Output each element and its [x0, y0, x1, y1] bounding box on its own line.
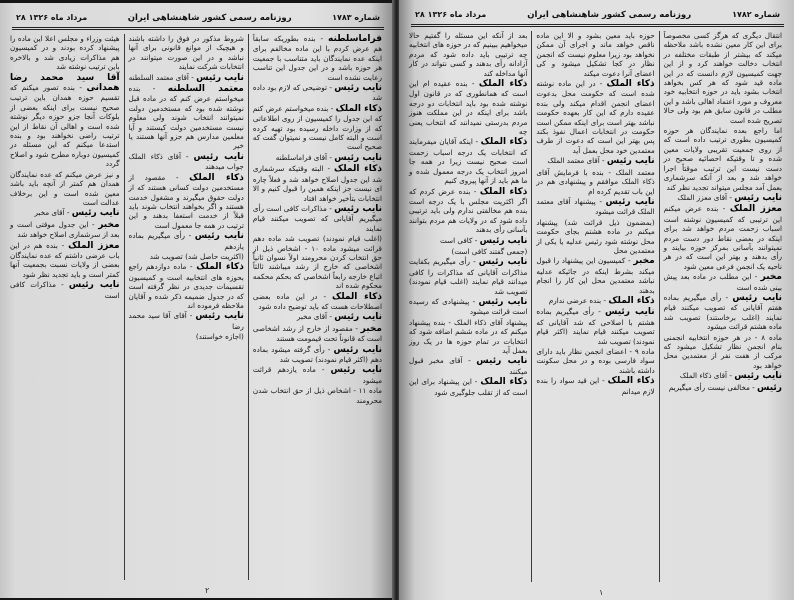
paragraph: [253, 234, 382, 290]
speaker-name: نایب رئیس: [732, 292, 782, 303]
paragraph-text: - بنده عرض میکنم این ترتیبی که کمیسیون نوشته است اسباب زحمت مردم خواهد شد برای اینکه در بعضی نقاط دور دست مردم نمیتوانند بآسانی بمرکز حوزه بیایند و رأی بدهند و بهتر این است که در هر ناحیه یک انجمن فرعی معین شود: [663, 204, 782, 271]
speaker-name: مخبر: [760, 272, 782, 283]
paragraph: [253, 104, 382, 152]
paragraph: [10, 170, 120, 208]
paragraph: [253, 312, 382, 322]
speaker-name: نایب رئیس: [194, 231, 244, 242]
paragraph: [253, 386, 382, 405]
paragraph: [664, 193, 782, 203]
paragraph-text: - بنده میخواستم عرض کنم که این جدول را کمیسیون از روی اطلاعاتی که از وزارت داخله رسیده بود تهیه کرده است و البته کامل نیست و نمیتوان گفت که صحیح است: [252, 103, 382, 152]
paragraph-text: - بنده میخواستم عرض کنم که در ماده قبل نوشته شده بود که مستخدمین دولت نمیتوانند انتخاب شوند ولی معلوم نیست مستخدمین دولت کیستند و آیا معلمین مدارس هم جزو آنها هستند یا خیر: [128, 84, 244, 151]
paragraph: [129, 252, 244, 261]
paragraph: [409, 377, 527, 397]
paragraph-text: - آقای ذکاء الملک جواب میدهند: [128, 151, 244, 172]
speaker-name: ذکاء الملک: [189, 172, 244, 183]
paragraph-text: - مقصود از مستخدمین دولت کسانی هستند که از دولت حقوق میگیرند و مشغول خدمت هستند و اگر بخواهند انتخاب شوند باید قبلاً از خدمت استعفا بدهند و این ترتیب در همه جا معمول است: [128, 172, 244, 230]
paragraph-text: - آقای مخبر: [34, 208, 70, 218]
paragraph: [253, 153, 382, 163]
paragraph: [129, 311, 244, 331]
right-header-date: ۲۸ مرداد ماه ۱۳۲۶: [415, 10, 487, 19]
paragraph-text: - بنده عرض کردم که اگر اکثریت مجلس با یک درجه است بنده هم مخالفتی ندارم ولی باید ترتیبی داده شود که در ولایات هم مردم بتوانند بآسانی رأی بدهند: [409, 186, 528, 235]
speaker-name: نایب رئیس: [734, 192, 782, 203]
paragraph: [536, 218, 654, 256]
right-page-number: ۱: [599, 588, 604, 597]
left-header-issue: شماره ۱۷۸۳: [332, 13, 380, 22]
paragraph: [409, 318, 527, 356]
paragraph: [409, 297, 527, 317]
paragraph-text: (اجازه خواستند): [195, 332, 244, 342]
paragraph-text: - کمیسیون این پیشنهاد را قبول میکند بشرط اینکه در جائیکه عدلیه نباشد معتمدین محل این کار را انجام بدهند: [536, 256, 655, 295]
text-column: [6, 34, 124, 580]
speaker-name: ذکاء الملک: [606, 79, 655, 90]
paragraph: [409, 137, 527, 185]
speaker-name: نایب رئیس: [330, 365, 382, 376]
paragraph: [664, 371, 782, 381]
paragraph-text: (جمعی گفتند کافی است): [451, 246, 528, 256]
text-column: [405, 31, 531, 582]
speaker-name: ذکاء الملک: [196, 262, 244, 273]
paragraph-text: - رأی میگیریم بماده هفتم آقایانی که تصویب میکنند قیام نمایند (اغلب برخاستند) تصویب شد ماده هشتم قرائت میشود: [663, 292, 782, 332]
paragraph-text: - مذاکرات کافی است: [10, 280, 120, 300]
speaker-name: ذکاء الملک: [480, 377, 528, 388]
paragraph: [10, 280, 120, 300]
speaker-name: نایب رئیس: [479, 235, 528, 246]
paragraph-text: - آقای ذکاء الملک: [679, 371, 732, 381]
paragraph: [253, 164, 382, 203]
right-header-title: روزنامه رسمی کشور شاهنشاهی ایران: [527, 9, 692, 20]
paragraph-text: پیشنهاد آقای ذکاء الملک - بنده پیشنهاد میکنم که در ماده ششم اضافه شود که انتخابات در تمام حوزه ها در یک روز بعمل آید: [409, 317, 528, 355]
left-header-date: ۲۸ مرداد ماه ۱۳۲۶: [16, 13, 88, 22]
speaker-name: نایب رئیس: [606, 156, 655, 167]
text-column: [124, 34, 248, 580]
speaker-name: نایب رئیس: [605, 307, 655, 318]
paragraph-text: ماده ۹ - اعضای انجمن نظار باید دارای سواد فارسی بوده و در محل سکونت داشته باشند: [536, 347, 655, 375]
speaker-name: ذکاء الملک: [331, 291, 382, 302]
paragraph: [536, 79, 654, 155]
paragraph: [536, 168, 654, 196]
paragraph: [10, 34, 120, 72]
speaker-name: نایب رئیس: [71, 208, 120, 219]
paragraph: [536, 256, 654, 295]
left-page: [0, 3, 394, 598]
speaker-name: نایب رئیس: [478, 296, 528, 307]
right-page: [399, 0, 794, 600]
paragraph-text: - اینکه آقایان میفرمایند که انتخابات یک درجه اسباب زحمت است صحیح نیست زیرا در همه جا امروز انتخاب یک درجه معمول شده و ما هم باید از آنها پیروی کنیم: [409, 137, 528, 186]
paragraph: [409, 236, 527, 246]
paragraph: [253, 324, 382, 344]
paragraph-text: - مذاکرات کافی است رأی میگیریم آقایانی که تصویب میکنند قیام نمایند: [252, 203, 382, 233]
paragraph-text: - رأی میگیریم بماده یازدهم: [128, 231, 244, 251]
paragraph-text: - آقای مخبر قبول میکنند: [409, 356, 528, 376]
paragraph: [10, 241, 120, 280]
paragraph: [253, 34, 382, 82]
speaker-name: نایب رئیس: [68, 280, 120, 291]
paragraph: [536, 31, 654, 78]
speaker-name: ذکاء الملک: [478, 79, 528, 90]
speaker-name: نایب رئیس: [478, 257, 528, 268]
paragraph-text: - آقای آقا سید محمد رضا: [128, 311, 244, 331]
text-column: [659, 31, 786, 582]
paragraph: [129, 332, 244, 341]
paragraph: [10, 73, 120, 169]
paragraph-text: - البته وقتیکه سرشماری شد این جدول اصلاح خواهد شد و فعلاً چاره ای نیست جز اینکه همین را قبول کنیم و الا انتخابات بتأخیر خواهد افتاد: [252, 164, 382, 203]
speaker-name: ذکاء الملک: [608, 295, 655, 306]
speaker-name: نایب رئیس: [734, 371, 782, 382]
paragraph-text: - مخالفی نیست رأی میگیریم: [668, 382, 755, 392]
paragraph-text: معتمد الملک - بنده با فرمایش آقای ذکاء الملک موافقم و پیشنهادی هم در این باب تقدیم کرده ام: [536, 167, 655, 196]
paragraph: [664, 272, 782, 292]
paragraph-text: - رأی گرفته میشود بماده دهم (اکثر قیام نمودند) تصویب شد: [252, 344, 382, 364]
paragraph: [664, 333, 782, 371]
speaker-name: مخبر: [360, 323, 382, 334]
paragraph-text: اما راجع بعده نمایندگان هر حوزه کمیسیون بطوری ترتیب داده است که از روی جمعیت تقریبی ولایات معین شده و تا وقتیکه احصائیه صحیح در دست نیست این ترتیب موقتاً اجرا خواهد شد و بعد از آنکه سرشماری بعمل آمد مجلس میتواند تجدید نظر کند: [663, 126, 782, 192]
speaker-name: رئیس: [757, 382, 782, 393]
paragraph: [664, 293, 782, 332]
paragraph-text: هیئت وزراء و مجلس اعلا این ماده را پیشنهاد کرده بودند و در کمیسیون هم مذاکرات زیادی شد و بالاخره باین ترتیب نوشته شد: [10, 34, 120, 72]
paragraph-text: شروط مذکور در فوق را داشته باشند و هیچیک از موانع قانونی برای آنها نباشد و در این صورت میتوانند در انتخابات شرکت نمایند: [128, 34, 244, 72]
left-page-header: [12, 10, 384, 30]
paragraph-text: - رأی میگیریم بکفایت مذاکرات آقایانی که مذاکرات را کافی میدانند قیام نمایند (اغلب قیام نمودند) تصویب شد: [409, 257, 528, 296]
paragraph-text: (اکثریت حاصل شد) تصویب شد: [149, 251, 244, 261]
paragraph-text: انتقال دیگری که هرگز کسی مخصوصاً برای این کار معین نشده باشد ملاحظه میکند که بیشتر از طبقات مختلفه در انتخاب دخالت خواهند کرد و از این جهت کمیسیون لازم دانست که در این ماده قید شود که هر کس بخواهد انتخاب بشود باید در حوزه انتخابیه خود معروف و مورد اعتماد اهالی باشد و این مطلب در قانون سابق هم بود ولی حالا تصریح شده است: [663, 31, 782, 125]
speaker-name: نایب رئیس: [476, 356, 528, 367]
paragraph: [536, 347, 654, 375]
paragraph: [253, 83, 382, 103]
paragraph-text: - بنده تصور میکنم که تقسیم حوزه همدان باین ترتیب صحیح نیست برای اینکه بعضی از بلوکات آنجا جزو حوزه دیگر نوشته شده است و اهالی آن نقاط از این ترتیب راضی نخواهند بود و بنده استدعا میکنم که این مسئله در کمیسیون دوباره مطرح شود و اصلاح گردد: [10, 83, 120, 169]
paragraph-text: - بنده هم در این باب عرضی داشتم که عده نمایندگان بعضی از ولایات نسبت بجمعیت آنها کمتر است و باید تجدید نظر شود: [10, 240, 120, 279]
paragraph-text: - بنده بطوریکه سابقاً هم عرض کردم با این ماده مخالفم برای اینکه عده نمایندگان باید متناسب با جمعیت هر حوزه باشد و در این جدول این تناسب رعایت نشده است: [252, 34, 382, 82]
paragraph-text: (بمضمون ذیل قرائت شد) پیشنهاد میکنم در ماده هشتم بجای حکومت محل نوشته شود رئیس عدلیه یا یکی از معتمدین محل: [536, 217, 655, 255]
paragraph: [664, 31, 782, 125]
paragraph: [129, 173, 244, 230]
paragraph: [664, 204, 782, 271]
speaker-name: نایب رئیس: [334, 203, 382, 214]
paragraph: [536, 296, 654, 306]
right-page-columns: [405, 31, 786, 582]
paragraph-text: - ماده دوازدهم راجع بحوزه های انتخابیه است و کمیسیون تقسیمات جدیدی در نظر گرفته است که در جدول ضمیمه ذکر شده و آقایان ملاحظه فرموده اند: [128, 262, 244, 310]
paragraph-text: ماده ۸ - در هر حوزه انتخابیه انجمنی بنام انجمن نظار تشکیل میشود که مرکب از هفت نفر از معتمدین محل خواهد بود: [663, 332, 782, 370]
speaker-name: مخبر: [98, 219, 120, 230]
paragraph: [536, 156, 654, 166]
paragraph: [409, 187, 527, 235]
paragraph: [664, 383, 782, 393]
paragraph: [409, 79, 527, 136]
speaker-name: ذکاء الملک: [607, 376, 655, 387]
paragraph-text: - این جدول موقتی است و بعد از سرشماری اصلاح خواهد شد: [10, 219, 120, 240]
speaker-name: نایب رئیس: [193, 151, 244, 162]
paragraph: [536, 307, 654, 346]
left-page-number: ۲: [205, 586, 210, 595]
paragraph: [409, 247, 527, 256]
paragraph: [129, 73, 244, 83]
speaker-name: نایب رئیس: [605, 196, 655, 207]
paragraph-text: - پیشنهاد آقای معتمد الملک قرائت میشود: [536, 196, 655, 217]
speaker-name: نایب رئیس: [334, 83, 382, 94]
paragraph: [253, 204, 382, 233]
paragraph-text: - این مطلب در ماده بعد پیش بینی شده است: [663, 272, 782, 292]
speaker-name: معزز الملک: [729, 204, 783, 215]
paragraph: [536, 376, 654, 396]
left-header-title: روزنامه رسمی کشور شاهنشاهی ایران: [127, 12, 292, 23]
paragraph: [664, 126, 782, 192]
paragraph: [129, 262, 244, 310]
paragraph: [129, 231, 244, 251]
speaker-name: نایب رئیس: [196, 72, 244, 83]
paragraph-text: - آقای مخبر: [296, 312, 332, 322]
paragraph-text: - توضیحی که لازم بود داده شد: [252, 83, 382, 103]
paragraph: [10, 208, 120, 218]
paragraph-text: - بنده عقیده ام این است که همانطوری که در قانون اول نوشته شده بود باید انتخابات دو درجه باشد برای اینکه در این مملکت هنوز مردم بدرستی نمیدانند که انتخاب یعنی چه: [409, 79, 528, 137]
paragraph-text: - ماده یازدهم قرائت میشود: [252, 365, 382, 385]
right-header-issue: شماره ۱۷۸۲: [732, 10, 780, 19]
paragraph-text: و نیز عرض میکنم که عده نمایندگان همدان هم کمتر از آنچه باید باشد معین شده است و این برخلاف عدالت است: [10, 169, 120, 207]
paragraph: [129, 152, 244, 172]
paragraph-text: - آقای معزز الملک: [677, 192, 732, 202]
paragraph-text: - آقای معتمد السلطنه: [128, 72, 194, 82]
paragraph-text: - بنده عرضی ندارم: [548, 295, 607, 305]
speaker-name: نایب رئیس: [334, 312, 382, 323]
paragraph-text: - آقای فراماسلطنه: [275, 152, 332, 162]
paragraph-text: - رأی میگیریم بماده هشتم با اصلاحی که شد آقایانی که تصویب میکنند قیام نمایند (اکثر قیام نمودند) تصویب شد: [536, 307, 655, 346]
speaker-name: ذکاء الملک: [334, 164, 382, 175]
speaker-name: آقا سید محمد رضا همدانی: [10, 72, 120, 94]
speaker-name: فراماسلطنه: [328, 34, 382, 44]
paragraph-text: - کافی است: [440, 235, 478, 245]
paragraph-text: - پیشنهادی که رسیده است قرائت میشود: [409, 296, 528, 317]
speaker-name: نایب رئیس: [195, 311, 244, 322]
speaker-name: نایب رئیس: [334, 152, 382, 163]
speaker-name: ذکاء الملک: [335, 103, 382, 114]
right-page-header: [411, 7, 784, 27]
paragraph: [253, 292, 382, 312]
paragraph-text: - آقای معتمد الملک: [547, 156, 605, 166]
speaker-name: ذکاء الملک: [480, 137, 528, 148]
paragraph-text: بعد از آنکه این مسئله را گفتیم حالا میخواهیم ببینیم که در حوزه های انتخابیه چه ترتیبی باید داده شود که مردم آزادانه رأی بدهند و کسی نتواند در کار آنها مداخله کند: [409, 31, 528, 78]
text-column: [531, 31, 658, 582]
speaker-name: معتمد السلطنه: [167, 84, 244, 95]
paragraph: [10, 220, 120, 240]
paragraph: [409, 31, 527, 78]
text-column: [248, 34, 386, 580]
paragraph: [536, 197, 654, 217]
paragraph-text: (اغلب قیام نمودند) تصویب شد ماده دهم قرائت میشود ماده ۱۰ - اشخاص ذیل از حق انتخاب کردن محرومند اولاً نسوان ثانیاً اشخاصی که خارج از رشد میباشند ثالثاً اتباع خارجه رابعاً اشخاصی که بحکم محکمه محکوم شده اند: [252, 234, 382, 291]
paragraph: [409, 257, 527, 296]
paragraph-text: - در این ماده بعضی اصطلاحات هست که باید توضیح داده شود: [252, 291, 382, 311]
paragraph-text: ماده ۱۱ - اشخاص ذیل از حق انتخاب شدن محرومند: [252, 386, 382, 405]
paragraph-text: - این پیشنهاد برای این است که از تقلب جلوگیری شود: [409, 377, 528, 397]
paragraph: [129, 84, 244, 151]
paragraph: [409, 356, 527, 376]
paragraph-text: - در این ماده نوشته شده است که حکومت محل بدعوت اعضای انجمن اقدام میکند ولی بنده عقیده دارم که این کار بعهده حکومت نباشد بهتر است برای اینکه ممکن است حکومت در انتخابات اعمال نفوذ بکند پس بهتر این است که دعوت از طرف معتمدین خود محل بعمل آید: [536, 79, 655, 155]
speaker-name: مخبر: [633, 256, 655, 267]
paragraph-text: حوزه باید معین بشود و الا این ماده ناقص خواهد ماند و اجرای آن ممکن نخواهد بود زیرا معلوم نیست که انجمن نظار در کجا تشکیل میشود و کی اعضای آنرا دعوت میکند: [536, 31, 655, 78]
paragraph: [129, 34, 244, 72]
speaker-name: نایب رئیس: [333, 344, 382, 355]
paragraph-text: - این قید سواد را بنده لازم میدانم: [536, 376, 655, 396]
paragraph: [253, 345, 382, 365]
paragraph-text: - مقصود از خارج از رشد اشخاصی است که قانوناً تحت قیمومت هستند: [252, 323, 382, 344]
speaker-name: ذکاء الملک: [479, 186, 528, 197]
paragraph: [253, 365, 382, 385]
left-page-columns: [6, 34, 386, 580]
speaker-name: معزز الملک: [68, 240, 120, 251]
